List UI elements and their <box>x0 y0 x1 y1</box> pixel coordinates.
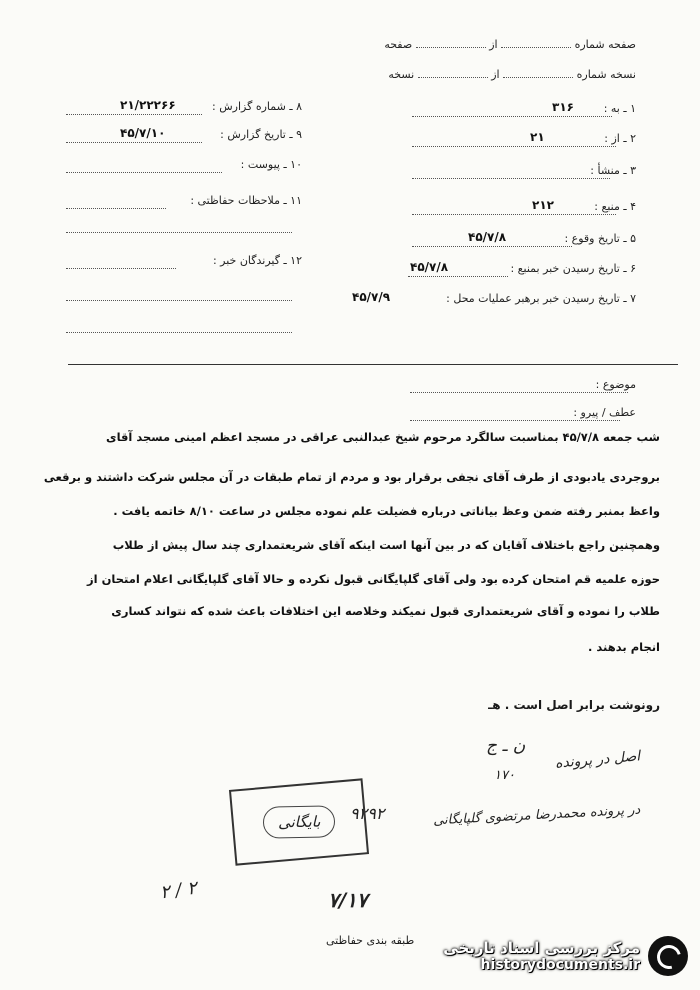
body-line-4: وهمچنین راجع باختلاف آقایان که در بین آنها است اینکه آقای شریعتمداری چند سال پیش از طلاب <box>112 538 660 552</box>
field-attachment-line <box>66 172 222 173</box>
archive-stamp-text: بایگانی <box>262 805 335 838</box>
handwritten-note-1-number: ۱۷۰ <box>494 768 515 783</box>
field-event-date-line <box>412 246 572 247</box>
watermark-url: historydocuments.ir <box>480 957 640 973</box>
body-line-7: انجام بدهند . <box>588 640 660 654</box>
field-recipients-line-2 <box>66 300 292 301</box>
handwritten-note-1-code: ن ـ ج <box>486 736 526 756</box>
field-to-line <box>412 116 612 117</box>
field-source-line <box>412 214 616 215</box>
field-source-receipt-line <box>408 276 508 277</box>
handwritten-side-marks: ۲ / ۲ <box>158 877 199 904</box>
center-logo-icon <box>648 936 688 976</box>
field-origin-line <box>412 178 610 179</box>
handwritten-note-2: در پرونده محمدرضا مرتضوی گلپایگانی <box>432 802 641 829</box>
field-security-notes-label: ۱۱ ـ ملاحظات حفاظتی : <box>190 194 302 207</box>
field-local-ops-label: ۷ ـ تاریخ رسیدن خبر برهبر عملیات محل : <box>446 292 636 305</box>
field-from-line <box>412 146 616 147</box>
field-to-label: ۱ ـ به : <box>603 102 636 115</box>
body-line-1: شب جمعه ۴۵/۷/۸ بمناسبت سالگرد مرحوم شیخ عبدالنبی عراقی در مسجد اعظم امینی مسجد آقای <box>106 430 660 444</box>
page-of-label: از <box>489 38 498 51</box>
copy-number-label: نسخه شماره <box>576 68 636 81</box>
watermark-name: مرکز بررسی اسناد تاریخی <box>443 939 640 957</box>
body-line-3: واعظ بمنبر رفته ضمن وعظ بیاناتی درباره فضیلت علم نموده مجلس در ساعت ۸/۱۰ خاتمه یافت . <box>113 504 660 518</box>
field-recipients-line-3 <box>66 332 292 333</box>
page-word: صفحه <box>384 38 413 51</box>
security-classification: طبقه بندی حفاظتی <box>326 934 415 947</box>
field-report-no-label: ۸ ـ شماره گزارش : <box>212 100 302 113</box>
field-security-notes-line-2 <box>66 232 292 233</box>
body-line-2: بروجردی یادبودی از طرف آقای نجفی برقرار بود و مردم از تمام طبقات در آن مجلس شرکت داشتند و برقعی <box>43 470 660 484</box>
watermark-text <box>443 939 640 973</box>
field-from-value: ۲۱ <box>530 130 545 144</box>
field-source-receipt-value: ۴۵/۷/۸ <box>410 260 449 274</box>
handwritten-note-1: اصل در پرونده <box>554 748 641 772</box>
field-to-value: ۳۱۶ <box>552 100 574 114</box>
field-report-date-label: ۹ ـ تاریخ گزارش : <box>220 128 302 141</box>
field-security-notes-line <box>66 208 166 209</box>
page-number-line <box>384 38 636 51</box>
body-line-6: طلاب را نموده و آقای شریعتمداری قبول نمیکند وخلاصه این اختلافات باعث شده که نتواند کساری <box>111 604 660 618</box>
field-event-date-label: ۵ ـ تاریخ وقوع : <box>564 232 636 245</box>
body-line-5: حوزه علمیه قم امتحان کرده بود ولی آقای گلپایگانی قبول نکرده و حالا آقای گلپایگانی اعلام امتحان از <box>87 572 660 586</box>
archive-stamp <box>229 778 369 865</box>
field-event-date-value: ۴۵/۷/۸ <box>468 230 507 244</box>
subject-line <box>410 392 628 393</box>
subject-label: موضوع : <box>595 378 636 391</box>
field-from-label: ۲ ـ از : <box>604 132 636 145</box>
reference-label: عطف / پیرو : <box>573 406 636 419</box>
field-attachment-label: ۱۰ ـ پیوست : <box>240 158 302 171</box>
field-report-date-value: ۴۵/۷/۱۰ <box>120 126 166 140</box>
field-recipients-label: ۱۲ ـ گیرندگان خبر : <box>212 254 302 267</box>
field-origin-label: ۳ ـ منشأ : <box>590 164 636 177</box>
header-separator <box>68 364 678 365</box>
field-report-no-line <box>66 114 202 115</box>
field-report-no-value: ۲۱/۲۲۲۶۶ <box>120 98 176 112</box>
watermark <box>443 936 688 976</box>
handwritten-note-2-number: ۹۲۹۲ <box>350 804 385 823</box>
field-report-date-line <box>66 142 202 143</box>
copy-of-label: از <box>491 68 500 81</box>
handwritten-date-mark: ۷/۱۷ <box>328 888 368 912</box>
copy-number-line <box>388 68 636 81</box>
reference-line <box>410 420 620 421</box>
copy-certification: رونوشت برابر اصل است . هـ <box>488 698 660 712</box>
field-recipients-line <box>66 268 176 269</box>
field-source-receipt-label: ۶ ـ تاریخ رسیدن خبر بمنبع : <box>510 262 636 275</box>
copy-word: نسخه <box>388 68 415 81</box>
field-source-value: ۲۱۲ <box>532 198 554 212</box>
field-local-ops-value: ۴۵/۷/۹ <box>352 290 391 304</box>
field-source-label: ۴ ـ منبع : <box>594 200 636 213</box>
page-number-label: صفحه شماره <box>574 38 636 51</box>
